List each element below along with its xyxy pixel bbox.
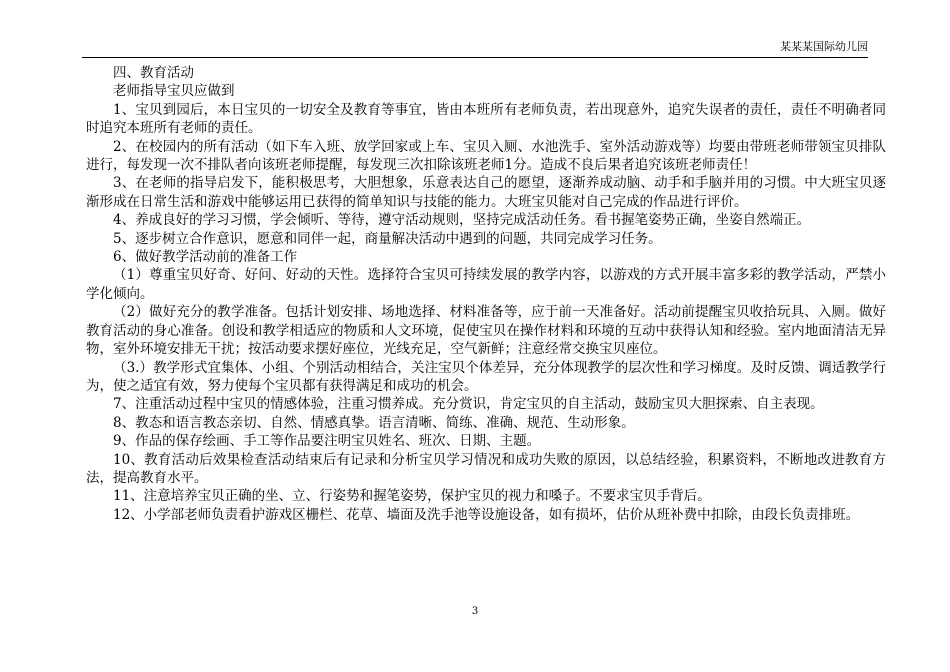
paragraph-11: 11、注意培养宝贝正确的坐、立、行姿势和握笔姿势，保护宝贝的视力和嗓子。不要求宝贝手背后。 [113,488,711,505]
paragraph-6-2: （2）做好充分的教学准备。包括计划安排、场地选择、材料准备等，应于前一天准备好。活动前提醒宝贝收拾玩具、入厕。做好教育活动的身心准备。创设和教学相适应的物质和人文环境，促使宝贝在操作材料和环境的互动中获得认知和经验。室内地面清洁无异物，室外环境安排无干扰；按活动要求摆好座位，光线充足，空气新鲜；注意经常交换宝贝座位。 [86,304,886,358]
section-subheading: 老师指导宝贝应做到 [113,83,235,100]
paragraph-6-3: （3.）教学形式宜集体、小组、个别活动相结合，关注宝贝个体差异，充分体现教学的层次性和学习梯度。及时反馈、调适教学行为，使之适宜有效，努力使每个宝贝都有获得满足和成功的机会。 [86,359,886,394]
paragraph-6-1: （1）尊重宝贝好奇、好问、好动的天性。选择符合宝贝可持续发展的教学内容，以游戏的方式开展丰富多彩的教学活动，严禁小学化倾向。 [86,267,886,302]
section-heading: 四、教育活动 [113,65,194,81]
paragraph-4: 4、养成良好的学习习惯，学会倾听、等待，遵守活动规则，坚持完成活动任务。看书握笔姿势正确，坐姿自然端正。 [113,212,811,229]
paragraph-10: 10、教育活动后效果检查活动结束后有记录和分析宝贝学习情况和成功失败的原因，以总结经验，积累资料，不断地改进教育方法，提高教育水平。 [86,451,886,486]
header-organization: 某某某国际幼儿园 [780,40,868,53]
paragraph-2: 2、在校园内的所有活动（如下车入班、放学回家或上车、宝贝入厕、水池洗手、室外活动游戏等）均要由带班老师带领宝贝排队进行，每发现一次不排队者向该班老师提醒，每发现三次扣除该班老师1分。造成不良后果者追究该班老师责任！ [86,138,886,174]
header-divider [82,57,868,58]
paragraph-6: 6、做好教学活动前的准备工作 [113,249,298,266]
paragraph-3: 3、在老师的指导启发下，能积极思考，大胆想象，乐意表达自己的愿望，逐渐养成动脑、动手和手脑并用的习惯。中大班宝贝逐渐形成在日常生活和游戏中能够运用已获得的简单知识与技能的能力。大班宝贝能对自己完成的作品进行评价。 [86,175,886,210]
paragraph-9: 9、作品的保存绘画、手工等作品要注明宝贝姓名、班次、日期、主题。 [113,433,541,450]
page-number: 3 [471,606,479,617]
document-body [86,64,886,524]
paragraph-7: 7、注重活动过程中宝贝的情感体验，注重习惯养成。充分赏识，肯定宝贝的自主活动，鼓励宝贝大胆探索、自主表现。 [113,396,824,413]
paragraph-1: 1、宝贝到园后，本日宝贝的一切安全及教育等事宜，皆由本班所有老师负责，若出现意外，追究失误者的责任，责任不明确者同时追究本班所有老师的责任。 [86,101,886,137]
paragraph-12: 12、小学部老师负责看护游戏区栅栏、花草、墙面及洗手池等设施设备，如有损坏，估价从班补费中扣除，由段长负责排班。 [113,506,860,523]
paragraph-8: 8、教态和语言教态亲切、自然、情感真挚。语言清晰、简练、准确、规范、生动形象。 [113,414,635,431]
paragraph-5: 5、逐步树立合作意识，愿意和同伴一起，商量解决活动中遇到的问题，共同完成学习任务。 [113,230,662,247]
